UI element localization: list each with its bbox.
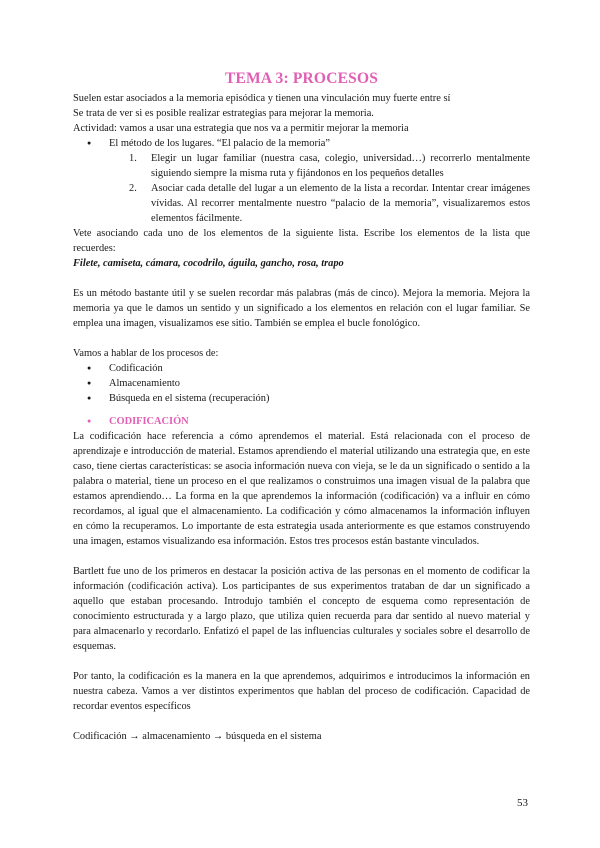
processes-list [73,361,530,406]
step-text: Elegir un lugar familiar (nuestra casa, colegio, universidad…) recorrerlo mentalmente siguiendo siempre la misma ruta y fijándonos en los pequeños detalles [151,153,530,179]
page-title: TEMA 3: PROCESOS [224,70,379,87]
step-number: 1. [129,153,137,164]
list-items: Filete, camiseta, cámara, cocodrilo, águila, gancho, rosa, trapo [73,258,344,269]
paragraph-coding-definition: La codificación hace referencia a cómo aprendemos el material. Está relacionada con el proceso de aprendizaje e introducción de material. Estamos aprendiendo el material utilizando una estrategia que, en este caso, tiene ciertas características: se asocia información nueva con vieja, se le da un significado o sentido a la palabra o material, tiene un proceso en el que realizamos o construimos una imagen visual de la palabra que estamos aprendiendo… La forma en la que aprendemos la información (codificación) va a influir en cómo recordamos, al igual que el almacenamiento. La codificación y cómo almacenamos la información influyen en cómo la recuperamos. Lo importante de esta estrategia usada anteriormente es que estamos construyendo una imagen, estamos visualizando esa información. Estos tres procesos están bastante vinculados. [73,431,530,547]
steps-list [73,151,530,226]
paragraph-bartlett: Bartlett fue uno de los primeros en destacar la posición activa de las personas en el momento de codificar la información (codificación activa). Los participantes de sus experimentos trataban de dar un significado a aquello que estaban procesando. Introdujo también el concepto de esquema como representación de conocimiento estructurada y a largo plazo, que utiliza quien recuerda para dar sentido al nuevo material y para almacenarlo y recordarlo. Enfatizó el papel de las influencias culturales y sociales sobre el desarrollo de esquemas. [73,566,530,652]
step-text: Asociar cada detalle del lugar a un elemento de la lista a recordar. Intentar crear imágenes vívidas. Al recorrer mentalmente nuestro “palacio de la memoria”, visualizaremos estos elementos fácilmente. [151,183,530,224]
method-bullet: ● El método de los lugares. “El palacio de la memoria” [87,136,530,151]
method-list [73,136,530,151]
intro-line-2: Se trata de ver si es posible realizar estrategias para mejorar la memoria. [73,108,374,119]
list-instruction: Vete asociando cada uno de los elementos de la siguiente lista. Escribe los elementos de la lista que recuerdes: [73,228,530,254]
intro-line-1: Suelen estar asociados a la memoria episódica y tienen una vinculación muy fuerte entre sí [73,93,451,104]
process-item: ● Codificación [87,361,530,376]
paragraph-summary: Por tanto, la codificación es la manera en la que aprendemos, adquirimos e introducimos la información en nuestra cabeza. Vamos a ver distintos experimentos que hablan del proceso de codificación. Capacidad de recordar eventos específicos [73,671,530,712]
process-flow: Codificación → almacenamiento → búsqueda en el sistema [73,731,322,742]
bullet-icon: ● [87,417,92,425]
step-item-2 [129,181,530,226]
document-page [73,70,530,744]
step-item-1 [129,151,530,181]
section-heading-item [73,414,530,429]
section-heading: CODIFICACIÓN [109,416,189,427]
method-explanation: Es un método bastante útil y se suelen recordar más palabras (más de cinco). Mejora la memoria. Mejora la memoria ya que le damos un sentido y un significado a los elementos en relación con el lugar familiar. Se emplea una imagen, visualizamos ese sitio. También se emplea el bucle fonológico. [73,288,530,329]
page-number: 53 [517,797,528,809]
process-item: ● Almacenamiento [87,376,530,391]
process-item: ● Búsqueda en el sistema (recuperación) [87,391,530,406]
step-number: 2. [129,183,137,194]
intro-line-3: Actividad: vamos a usar una estrategia que nos va a permitir mejorar la memoria [73,123,409,134]
processes-intro: Vamos a hablar de los procesos de: [73,348,219,359]
